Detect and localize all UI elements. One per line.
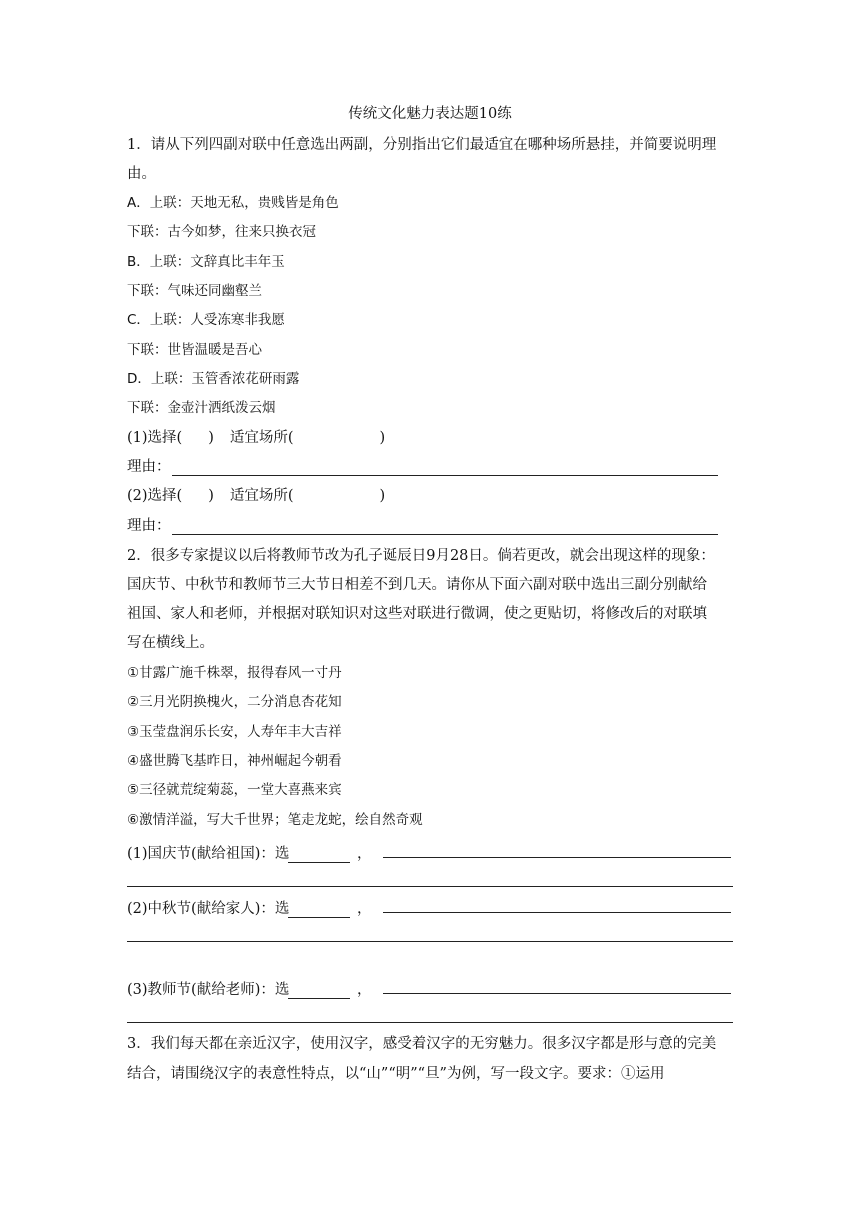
q2-couplet-5: ⑤三径就荒绽菊蕊，一堂大喜燕来宾 xyxy=(127,782,342,798)
q2-fill2-answer-blank-2[interactable] xyxy=(127,941,733,942)
q2-couplet-4: ④盛世腾飞基昨日，神州崛起今朝看 xyxy=(127,753,342,769)
q1-option-c-down: 下联：世皆温暖是吾心 xyxy=(127,342,262,358)
q2-fill1-label: (1)国庆节(献给祖国)：选 xyxy=(127,846,290,862)
q2-fill1-answer-blank[interactable] xyxy=(383,857,731,858)
q1-answer1-close1: ) xyxy=(208,430,214,446)
q2-couplet-1: ①甘露广施千株翠，报得春风一寸丹 xyxy=(127,665,342,681)
q1-answer2-blank[interactable] xyxy=(172,534,718,535)
q1-answer2-row xyxy=(127,486,385,506)
q2-fill3-choice-blank[interactable] xyxy=(288,998,350,999)
q1-answer1-reason: 理由： xyxy=(127,459,171,475)
q1-option-b-down: 下联：气味还同幽壑兰 xyxy=(127,283,262,299)
q1-answer2-close1: ) xyxy=(208,488,214,504)
q3-stem-line1: 3．我们每天都在亲近汉字，使用汉字，感受着汉字的无穷魅力。很多汉字都是形与意的完美 xyxy=(127,1036,717,1052)
q1-answer2-place: 适宜场所( xyxy=(229,488,294,504)
q1-answer1-row xyxy=(127,428,385,448)
q2-couplet-2: ②三月光阴换槐火，二分消息杏花知 xyxy=(127,694,342,710)
q1-answer2-close2: ) xyxy=(379,488,386,504)
q2-fill3-comma: ， xyxy=(357,982,372,998)
q1-option-d-down: 下联：金壶汁洒纸泼云烟 xyxy=(127,400,276,416)
q1-answer2-reason: 理由： xyxy=(127,518,171,534)
q2-stem-line2: 国庆节、中秋节和教师节三大节日相差不到几天。请你从下面六副对联中选出三副分别献给 xyxy=(127,577,707,593)
q2-fill3-label: (3)教师节(献给老师)：选 xyxy=(127,982,290,998)
q1-option-c-up: C．上联：人受冻寒非我愿 xyxy=(127,312,285,328)
q2-fill2-choice-blank[interactable] xyxy=(288,917,350,918)
q1-stem-line1: 1．请从下列四副对联中任意选出两副，分别指出它们最适宜在哪种场所悬挂，并简要说明理 xyxy=(127,137,717,153)
q1-answer1-blank[interactable] xyxy=(172,475,718,476)
q2-stem-line1: 2．很多专家提议以后将教师节改为孔子诞辰日9月28日。倘若更改，就会出现这样的现象： xyxy=(127,548,715,564)
q1-option-b-up: B．上联：文辞真比丰年玉 xyxy=(127,254,285,270)
q1-option-a-up: A．上联：天地无私，贵贱皆是角色 xyxy=(127,195,339,211)
q2-fill1-answer-blank-2[interactable] xyxy=(127,886,733,887)
q2-fill1-comma: ， xyxy=(357,846,372,862)
q2-fill3-answer-blank[interactable] xyxy=(383,993,731,994)
q2-couplet-6: ⑥激情洋溢，写大千世界；笔走龙蛇，绘自然奇观 xyxy=(127,812,423,828)
q1-answer1-place: 适宜场所( xyxy=(229,430,294,446)
q2-fill2-label: (2)中秋节(献给家人)：选 xyxy=(127,901,290,917)
q1-stem-line2: 由。 xyxy=(127,166,156,182)
q1-answer1-close2: ) xyxy=(379,430,386,446)
page-title: 传统文化魅力表达题10练 xyxy=(348,106,512,122)
q2-fill3-answer-blank-2[interactable] xyxy=(127,1022,733,1023)
q1-answer1-choose: (1)选择( xyxy=(127,430,183,446)
q1-option-a-down: 下联：古今如梦，往来只换衣冠 xyxy=(127,224,316,240)
q1-option-d-up: D．上联：玉管香浓花研雨露 xyxy=(127,371,300,387)
q2-stem-line4: 写在横线上。 xyxy=(127,635,214,651)
q2-fill2-answer-blank[interactable] xyxy=(383,912,731,913)
q2-couplet-3: ③玉莹盘润乐长安，人寿年丰大吉祥 xyxy=(127,724,342,740)
q2-stem-line3: 祖国、家人和老师，并根据对联知识对这些对联进行微调，使之更贴切，将修改后的对联填 xyxy=(127,606,707,622)
q2-fill2-comma: ， xyxy=(357,901,372,917)
q2-fill1-choice-blank[interactable] xyxy=(288,862,350,863)
q1-answer2-choose: (2)选择( xyxy=(127,488,183,504)
q3-stem-line2: 结合，请围绕汉字的表意性特点，以“山”“明”“旦”为例，写一段文字。要求：①运用 xyxy=(127,1066,665,1082)
